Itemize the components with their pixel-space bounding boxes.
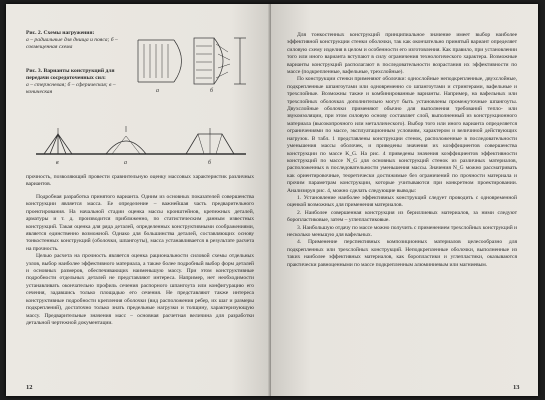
- left-paragraph-1: прочность, позволяющий провести сравнительную оценку массовых характеристик различных вариантов.: [26, 173, 254, 187]
- fig3-label-a: в: [56, 160, 59, 166]
- right-paragraph-1: Для тонкостенных конструкций принципиальное значение имеет выбор наиболее эффективной конструкции стенки оболочки, так как окончательно принятый вариант определяет силовую схему изделия в целом и особенности его изготовления. Как правило, при установлении того или иного варианта вступают в силу ограничения технологического характера. Возможные варианты конструкций располагают в последовательности возрастания их эффективности по массе (подкрепленные, вафельные, трехслойные).: [287, 32, 517, 76]
- fig3-caption-title: Рис. 3. Варианты конструкций для передачи сосредоточенных сил:: [26, 68, 115, 81]
- right-paragraph-5: 3. Наибольшую отдачу по массе можно получить с применением трехслойных конструкций и несколько меньшую для вафельных.: [287, 224, 517, 238]
- fig2-caption-title: Рис. 2. Схемы нагружения:: [26, 30, 95, 36]
- left-page-number: 12: [26, 384, 33, 391]
- fig2-drawing: [134, 30, 254, 96]
- left-paragraph-3: Целью расчета на прочность является оценка рациональности силовой схемы отдельных узлов, выбор наиболее эффективного материала, а также более подробный выбор форм деталей и основных размеров, обеспечивающих наименьшую массу. При этом конструктивные подробности отдельных деталей не представляют интереса. Например, нет необходимости устанавливать окончательно профиль сечения распорного шпангоута или конфигурацию его сечения, задавшись только площадью его сечения. Не представляют также интереса конструктивные подробности крепления оболочки (вид расположения ребер, их шаг и размеры подкреплений), достаточно только знать предельные нагрузки и толщину, характеризующую массу. Предварительные значения масс – основная расчетная величина для разработки детальной чертежной документации.: [26, 253, 254, 326]
- fig3-label-c: б: [208, 160, 212, 166]
- right-paragraph-2: По конструкции стенки применяют оболочки: однослойные неподкрепленные, двухслойные, подкрепленные шпангоутами или одновременно со шпангоутами и стрингерами, вафельные и трехслойные. Возможны также и комбинированные варианты. Например, на вафельных или трехслойных оболочках дополнительно могут быть установлены промежуточные шпангоуты. Двухслойные оболочки применяют обычно для выполнения требований тепло- или звукоизоляции, при этом силовую основу составляет слой, выполненный из конструкционного материала (высокопрочного или металлического). Выбор того или иного варианта определяется ограничениями по массе, эксплуатационным условиям, характером и величиной действующих нагрузок. В табл. 1 представлены конструкции стенок, расположенные в последовательности уменьшения массы оболочек, и приведены значения их коэффициентов совершенства конструкции по массе K_G. На рис. 4 приведены значения коэффициентов эффективности конструкций по массе N_G для основных конструкций стенок из различных материалов, расположенных в последовательности уменьшения массы. Значения N_G можно рассматривать как ориентировочные, теоретически достижимые без ограничений по прочности материала и прочим параметрам конструкции, которые учитываются при конкретном проектировании. Анализируя рис. 4, можно сделать следующие выводы:: [287, 76, 517, 194]
- fig3-label-b: а: [124, 160, 127, 166]
- left-page: [6, 4, 271, 396]
- right-paragraph-6: 4. Применение перспективных композиционных материалов целесообразно для подкрепленных или трехслойных конструкций. Неподкрепленные оболочки, выполненные из таких наиболее эффективных материалов, как боропластики и углепластики, оказываются практически равноценными по массе подкрепленным алюминиевым или магниевым.: [287, 239, 517, 268]
- left-paragraph-2: Подробная разработка принятого варианта. Одним из основных показателей совершенства конструкции является масса. Ее определение – важнейшая часть предварительного проектирования. На начальной стадии оценка массы кронштейнов, крепежных деталей, арматуры и т. д. производится приближенно, по статистическим данным известных конструкций. Такая оценка для ряда деталей, определенных конструктивными соображениями, является единственно возможной. Однако для большинства деталей, составляющих основу тонкостенных конструкций (оболочки, шпангоуты), масса устанавливается в результате расчета на прочность.: [26, 194, 254, 252]
- left-body-text: [26, 168, 254, 327]
- fig3-caption: [26, 68, 130, 96]
- book-spread: [6, 4, 538, 396]
- fig2-label-a: а: [156, 88, 159, 94]
- right-body-text: [287, 32, 517, 269]
- right-page-number: 13: [513, 384, 520, 391]
- right-page: [271, 4, 538, 396]
- fig2-label-b: б: [210, 88, 214, 94]
- right-paragraph-4: 2. Наиболее совершенная конструкция из бериллиевых материалов, за ними следуют боропластиковые, затем – углепластиковые.: [287, 209, 517, 224]
- right-paragraph-3: 1. Установление наиболее эффективных конструкций следует проводить с одновременной оценкой возможных для применения материалов.: [287, 194, 517, 209]
- fig3-drawing: [36, 124, 246, 166]
- fig2-caption: [26, 30, 130, 51]
- fig2-caption-body: а – радиальные для днища и пояса; б – совмещенная схема: [26, 37, 118, 50]
- fig3-caption-body: а – стержневая; б – сферическая; в – коническая: [26, 82, 116, 95]
